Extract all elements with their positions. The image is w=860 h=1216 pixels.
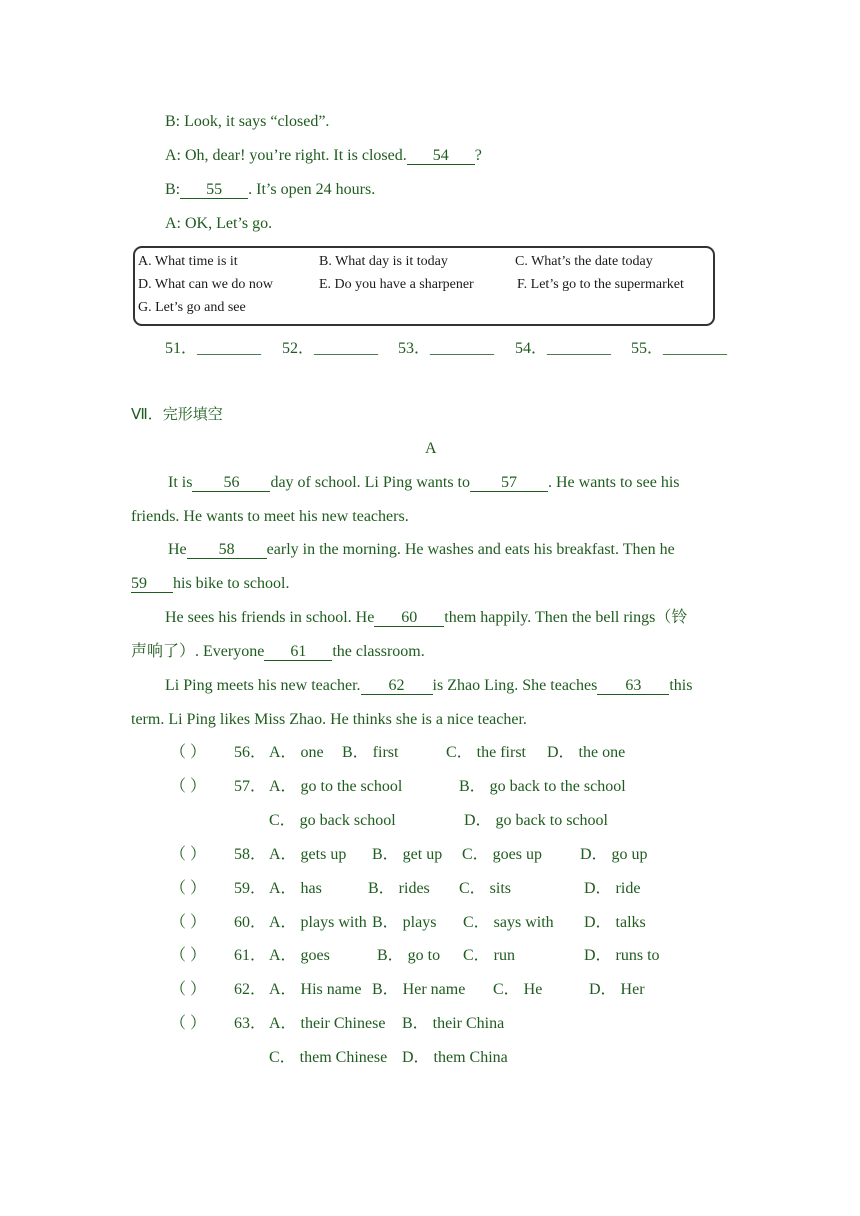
dialogue-text: A: Oh, dear! you’re right. It is closed. [165, 147, 407, 164]
blank-61: 61 [264, 643, 332, 661]
passage-line: friends. He wants to meet his new teachers. [131, 508, 409, 525]
blank-60: 60 [374, 609, 444, 627]
option-a: A． His name [269, 981, 362, 998]
passage-text: It is [168, 474, 193, 491]
option-d: D． go back to school [464, 812, 608, 829]
blank-59: 59 [131, 575, 173, 593]
option-b: B． first [342, 744, 399, 761]
option-b: B． Her name [372, 981, 466, 998]
passage-text: this [669, 677, 693, 694]
blank-54: 54 [407, 147, 475, 165]
passage-text: early in the morning. He washes and eats his breakfast. Then he [266, 541, 675, 558]
section-subtitle: A [425, 440, 437, 457]
passage-line [168, 473, 680, 493]
option-g: G. Let’s go and see [138, 300, 246, 315]
option-b: B． their China [402, 1015, 505, 1032]
answer-blank-54: 54．________ [515, 340, 612, 357]
option-c: C． goes up [462, 846, 543, 863]
option-c: C． run [463, 947, 516, 964]
question-paren: （ ） [170, 880, 207, 897]
question-number: 63． [234, 1015, 267, 1032]
passage-text: He [168, 541, 187, 558]
option-a: A． one [269, 744, 324, 761]
option-d: D. What can we do now [138, 277, 274, 292]
question-number: 58． [234, 846, 267, 863]
question-number: 60． [234, 914, 267, 931]
option-b: B. What day is it today [319, 254, 448, 269]
option-b: B． go back to the school [459, 778, 626, 795]
option-c: C． says with [463, 914, 554, 931]
blank-62: 62 [361, 677, 433, 695]
passage-text: . He wants to see his [548, 474, 680, 491]
passage-text: them happily. Then the bell rings（铃 [444, 609, 688, 626]
answer-blank-51: 51．________ [165, 340, 262, 357]
option-a: A． go to the school [269, 778, 403, 795]
option-d: D． ride [584, 880, 641, 897]
question-paren: （ ） [170, 744, 207, 761]
option-c: C. What’s the date today [515, 254, 653, 269]
dialogue-line-3 [165, 180, 375, 200]
passage-line [165, 676, 692, 696]
option-b: B． go to [377, 947, 441, 964]
dialogue-line-4: A: OK, Let’s go. [165, 215, 273, 232]
blank-57: 57 [470, 474, 548, 492]
answer-blank-52: 52．________ [282, 340, 379, 357]
option-b: B． get up [372, 846, 443, 863]
options-box [133, 246, 715, 326]
question-number: 62． [234, 981, 267, 998]
option-c: C． sits [459, 880, 512, 897]
option-d: D． runs to [584, 947, 660, 964]
question-paren: （ ） [170, 947, 207, 964]
option-a: A． plays with [269, 914, 367, 931]
option-b: B． plays [372, 914, 437, 931]
question-number: 61． [234, 947, 267, 964]
dialogue-text: ? [474, 147, 482, 164]
passage-line [168, 540, 675, 560]
dialogue-line-1: B: Look, it says “closed”. [165, 113, 330, 130]
passage-text: He sees his friends in school. He [165, 609, 375, 626]
option-b: B． rides [368, 880, 430, 897]
passage-text: his bike to school. [173, 575, 290, 592]
dialogue-text: . It’s open 24 hours. [248, 181, 376, 198]
option-d: D． Her [589, 981, 645, 998]
option-a: A． goes [269, 947, 330, 964]
question-paren: （ ） [170, 981, 207, 998]
option-c: C． He [493, 981, 543, 998]
blank-56: 56 [192, 474, 270, 492]
option-c: C． go back school [269, 812, 396, 829]
passage-line [131, 642, 425, 662]
option-d: D． talks [584, 914, 646, 931]
answer-blank-53: 53．________ [398, 340, 495, 357]
dialogue-text: B: [165, 181, 181, 198]
option-d: D． go up [580, 846, 648, 863]
passage-text: Li Ping meets his new teacher. [165, 677, 361, 694]
blank-63: 63 [597, 677, 669, 695]
question-paren: （ ） [170, 1015, 207, 1032]
passage-line [165, 608, 687, 628]
question-paren: （ ） [170, 914, 207, 931]
option-f: F. Let’s go to the supermarket [517, 277, 684, 292]
blank-55: 55 [180, 181, 248, 199]
passage-text: 声响了）. Everyone [131, 643, 265, 660]
dialogue-line-2 [165, 146, 482, 166]
option-e: E. Do you have a sharpener [319, 277, 474, 292]
question-paren: （ ） [170, 846, 207, 863]
option-d: D． them China [402, 1049, 508, 1066]
passage-text: is Zhao Ling. She teaches [432, 677, 598, 694]
passage-text: day of school. Li Ping wants to [270, 474, 470, 491]
option-a: A． their Chinese [269, 1015, 386, 1032]
option-a: A. What time is it [138, 254, 238, 269]
passage-line: term. Li Ping likes Miss Zhao. He thinks she is a nice teacher. [131, 711, 527, 728]
section-title: Ⅶ．完形填空 [131, 405, 223, 423]
option-c: C． them Chinese [269, 1049, 388, 1066]
passage-line [131, 574, 289, 594]
option-a: A． gets up [269, 846, 347, 863]
question-number: 57． [234, 778, 267, 795]
option-c: C． the first [446, 744, 526, 761]
question-number: 56． [234, 744, 267, 761]
answer-blank-55: 55．________ [631, 340, 728, 357]
passage-text: the classroom. [332, 643, 425, 660]
question-paren: （ ） [170, 778, 207, 795]
blank-58: 58 [187, 541, 267, 559]
option-d: D． the one [547, 744, 626, 761]
option-a: A． has [269, 880, 322, 897]
question-number: 59． [234, 880, 267, 897]
